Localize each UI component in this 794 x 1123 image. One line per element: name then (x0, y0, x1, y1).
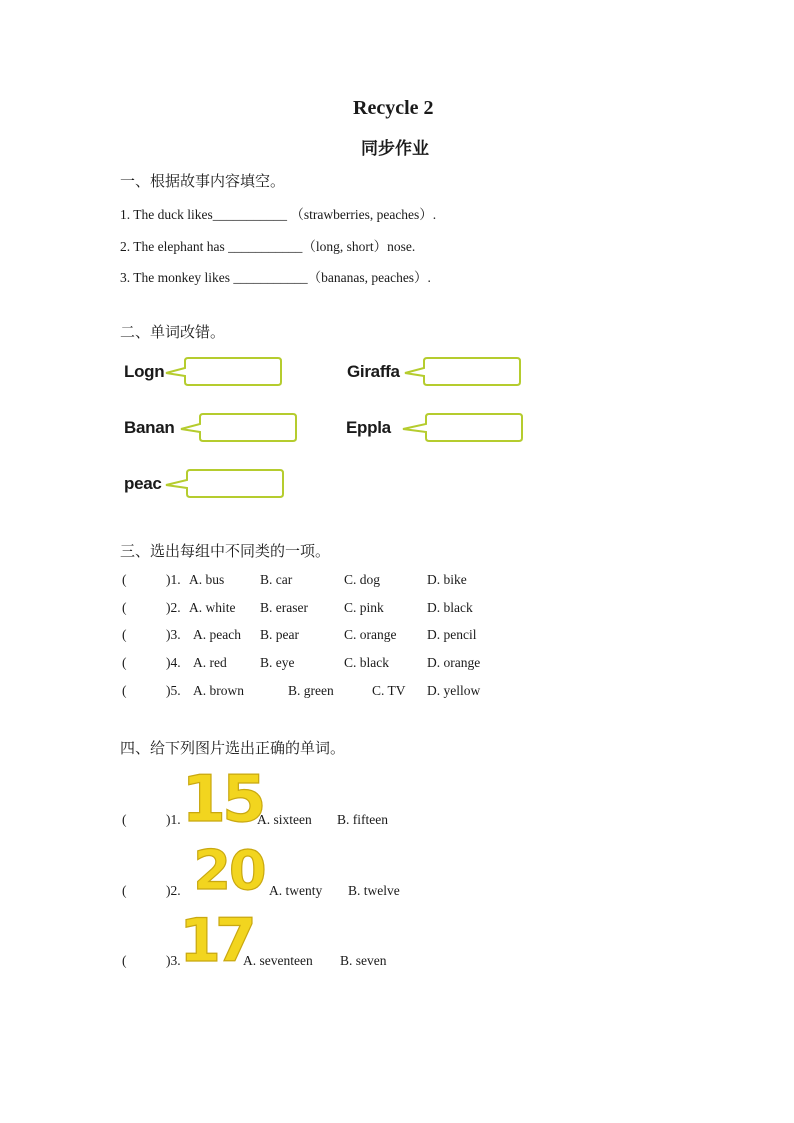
section2-heading: 二、单词改错。 (120, 323, 226, 341)
page-title: Recycle 2 (353, 97, 434, 119)
option-d: D. pencil (427, 627, 477, 642)
answer-paren: ( (122, 883, 127, 898)
misspelled-word-4: Eppla (346, 418, 391, 437)
section3-heading: 三、选出每组中不同类的一项。 (120, 542, 331, 560)
question-number: )1. (166, 572, 181, 587)
option-b: B. twelve (348, 883, 400, 898)
option-b: B. pear (260, 627, 299, 642)
option-c: C. black (344, 655, 389, 670)
option-b: B. fifteen (337, 812, 388, 827)
option-d: D. bike (427, 572, 467, 587)
number-picture-text: 17 (179, 906, 251, 976)
option-b: B. eye (260, 655, 295, 670)
fill-blank-line-2: 2. The elephant has ___________（long, short）nose. (120, 239, 416, 254)
answer-paren: ( (122, 600, 127, 615)
option-a: A. bus (189, 572, 225, 587)
number-picture-text: 20 (193, 839, 265, 902)
question-number: )2. (166, 600, 181, 615)
speech-bubble-answer-2 (403, 356, 523, 390)
answer-paren: ( (122, 655, 127, 670)
number-20-picture (191, 839, 267, 902)
option-c: C. pink (344, 600, 384, 615)
answer-paren: ( (122, 572, 127, 587)
option-a: A. red (193, 655, 227, 670)
option-b: B. seven (340, 953, 387, 968)
option-c: C. orange (344, 627, 397, 642)
option-a: A. brown (193, 683, 244, 698)
option-b: B. eraser (260, 600, 308, 615)
answer-paren: ( (122, 627, 127, 642)
answer-paren: ( (122, 812, 127, 827)
option-d: D. black (427, 600, 473, 615)
question-number: )5. (166, 683, 181, 698)
option-a: A. seventeen (243, 953, 313, 968)
question-number: )3. (166, 627, 181, 642)
misspelled-word-2: Giraffa (347, 362, 400, 381)
option-d: D. yellow (427, 683, 481, 698)
option-a: A. twenty (269, 883, 323, 898)
number-15-picture (181, 763, 263, 837)
answer-paren: ( (122, 953, 127, 968)
option-a: A. white (189, 600, 236, 615)
section1-heading: 一、根据故事内容填空。 (120, 172, 286, 190)
page-subtitle: 同步作业 (361, 139, 429, 159)
fill-blank-line-3: 3. The monkey likes ___________（bananas, peaches）. (120, 270, 431, 285)
question-number: )2. (166, 883, 181, 898)
speech-bubble-answer-3 (179, 412, 299, 446)
fill-blank-line-1: 1. The duck likes___________ （strawberries, peaches）. (120, 207, 437, 222)
section4-heading: 四、给下列图片选出正确的单词。 (120, 739, 346, 757)
speech-bubble-answer-1 (164, 356, 284, 390)
question-number: )1. (166, 812, 181, 827)
option-b: B. green (288, 683, 334, 698)
option-b: B. car (260, 572, 293, 587)
misspelled-word-3: Banan (124, 418, 175, 437)
number-17-picture (179, 906, 251, 976)
misspelled-word-1: Logn (124, 362, 165, 381)
option-d: D. orange (427, 655, 481, 670)
option-c: C. dog (344, 572, 381, 587)
speech-bubble-answer-5 (164, 468, 286, 502)
speech-bubble-answer-4 (401, 412, 525, 446)
option-a: A. peach (193, 627, 241, 642)
misspelled-word-5: peac (124, 474, 162, 493)
answer-paren: ( (122, 683, 127, 698)
number-picture-text: 15 (181, 763, 263, 837)
option-a: A. sixteen (257, 812, 312, 827)
question-number: )3. (166, 953, 181, 968)
option-c: C. TV (372, 683, 406, 698)
question-number: )4. (166, 655, 181, 670)
